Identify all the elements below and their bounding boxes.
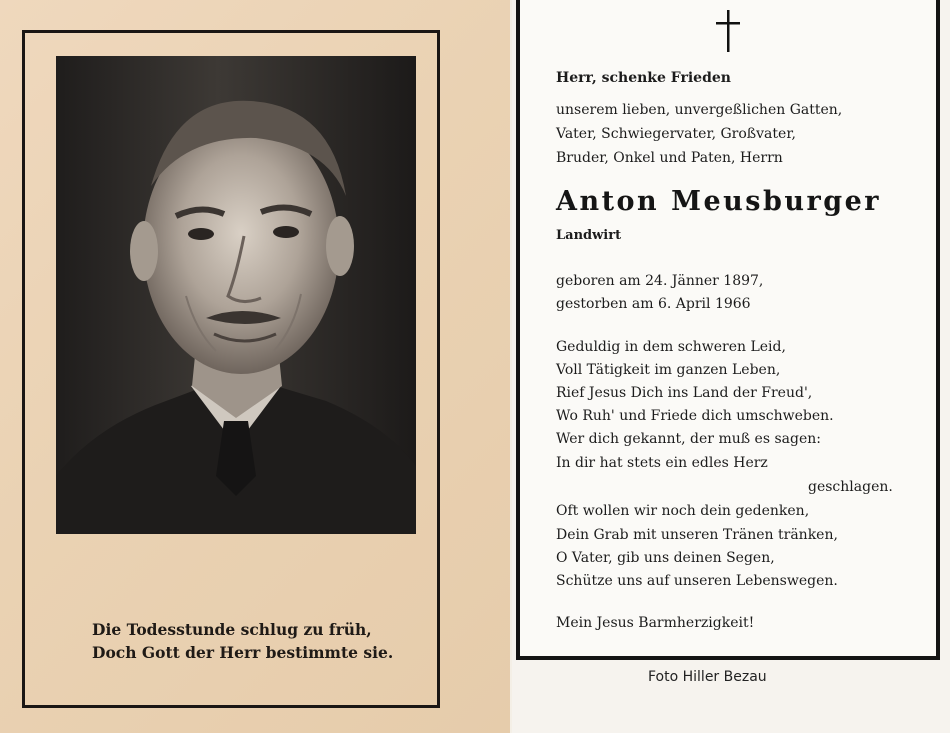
death-date: gestorben am 6. April 1966 — [556, 296, 751, 312]
deceased-name: Anton Meusburger — [556, 186, 882, 217]
birth-date: geboren am 24. Jänner 1897, — [556, 273, 764, 289]
poem-line-5: Wer dich gekannt, der muß es sagen: — [556, 431, 821, 447]
intro-line-3: Vater, Schwiegervater, Großvater, — [556, 126, 796, 142]
intro-line-1: Herr, schenke Frieden — [556, 70, 731, 86]
intro-line-4: Bruder, Onkel und Paten, Herrn — [556, 150, 783, 166]
portrait-photo — [56, 56, 416, 534]
poem-line-3: Rief Jesus Dich ins Land der Freud', — [556, 385, 813, 401]
poem-line-4: Wo Ruh' und Friede dich umschweben. — [556, 408, 834, 424]
cross-icon — [716, 10, 740, 52]
left-caption-line-2: Doch Gott der Herr bestimmte sie. — [92, 643, 394, 662]
poem-line-11: Schütze uns auf unseren Lebenswegen. — [556, 573, 838, 589]
photo-credit: Foto Hiller Bezau — [648, 669, 767, 685]
poem-line-2: Voll Tätigkeit im ganzen Leben, — [556, 362, 781, 378]
right-card — [512, 0, 950, 733]
intro-line-2: unserem lieben, unvergeßlichen Gatten, — [556, 102, 843, 118]
poem-line-10: O Vater, gib uns deinen Segen, — [556, 550, 775, 566]
poem-line-6: In dir hat stets ein edles Herz — [556, 455, 768, 471]
occupation: Landwirt — [556, 228, 622, 243]
left-caption — [92, 618, 412, 664]
poem-line-9: Dein Grab mit unseren Tränen tränken, — [556, 527, 838, 543]
poem-line-7: geschlagen. — [808, 479, 893, 495]
closing-line: Mein Jesus Barmherzigkeit! — [556, 615, 755, 631]
poem-line-1: Geduldig in dem schweren Leid, — [556, 339, 786, 355]
poem-line-8: Oft wollen wir noch dein gedenken, — [556, 503, 810, 519]
left-caption-line-1: Die Todesstunde schlug zu früh, — [92, 620, 372, 639]
right-card-frame — [516, 0, 940, 660]
